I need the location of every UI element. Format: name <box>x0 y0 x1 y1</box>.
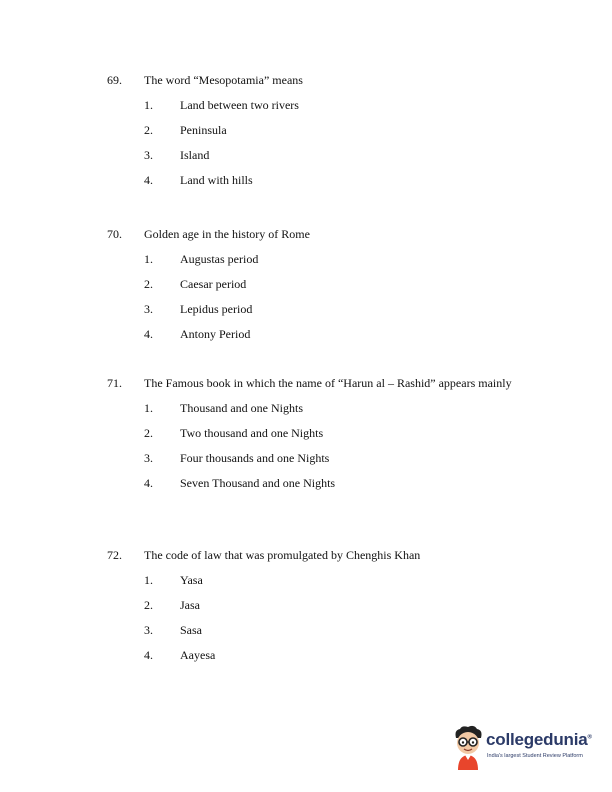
option-4: 4. Aayesa <box>144 648 216 662</box>
options-list <box>107 571 527 671</box>
option-2: 2. Peninsula <box>144 123 227 137</box>
option-3: 3. Lepidus period <box>144 302 253 316</box>
option-4: 4. Seven Thousand and one Nights <box>144 476 336 490</box>
question-number: 71. <box>107 376 122 390</box>
collegedunia-logo <box>450 724 600 772</box>
option-3: 3. Island <box>144 148 210 162</box>
option-2: 2. Jasa <box>144 598 200 612</box>
question-text: Golden age in the history of Rome <box>144 227 310 241</box>
options-list <box>107 96 527 196</box>
brand-name: collegedunia <box>486 730 588 749</box>
question-72 <box>107 546 527 671</box>
question-71 <box>107 374 527 499</box>
options-list <box>107 399 527 499</box>
question-text: The word “Mesopotamia” means <box>144 73 303 87</box>
mascot-icon <box>450 724 486 770</box>
option-1: 1. Land between two rivers <box>144 98 299 112</box>
option-4: 4. Land with hills <box>144 173 253 187</box>
option-1: 1. Yasa <box>144 573 203 587</box>
option-4: 4. Antony Period <box>144 327 251 341</box>
option-3: 3. Four thousands and one Nights <box>144 451 330 465</box>
question-text: The Famous book in which the name of “Harun al – Rashid” appears mainly <box>144 376 512 390</box>
option-3: 3. Sasa <box>144 623 202 637</box>
option-2: 2. Caesar period <box>144 277 247 291</box>
option-2: 2. Two thousand and one Nights <box>144 426 324 440</box>
trademark-mark: ® <box>587 734 592 741</box>
question-69 <box>107 71 527 196</box>
options-list <box>107 250 527 350</box>
question-70 <box>107 225 527 350</box>
question-number: 72. <box>107 548 122 562</box>
option-1: 1. Augustas period <box>144 252 259 266</box>
option-1: 1. Thousand and one Nights <box>144 401 303 415</box>
brand-tagline: India's largest Student Review Platform <box>487 753 583 759</box>
question-text: The code of law that was promulgated by Chenghis Khan <box>144 548 421 562</box>
question-number: 69. <box>107 73 122 87</box>
question-number: 70. <box>107 227 122 241</box>
